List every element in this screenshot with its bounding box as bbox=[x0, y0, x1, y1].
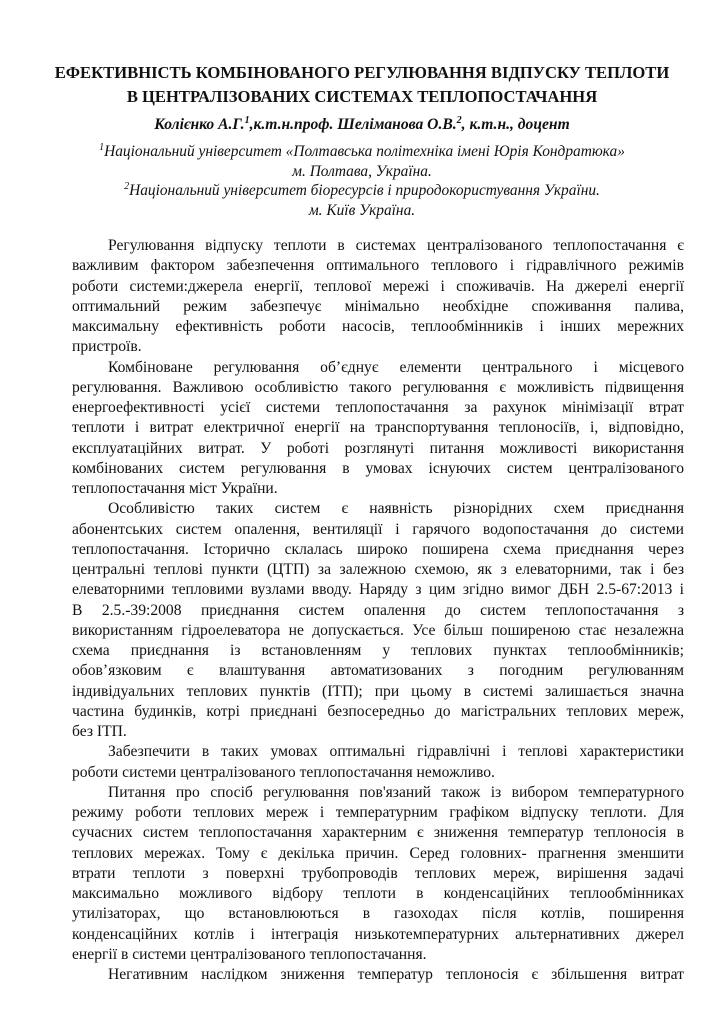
text-line: теплоти і витрат електричної енергії на транспортування теплоносіїв, і, відповідно, bbox=[72, 419, 684, 437]
text-line: індивідуальних теплових пунктів (ІТП); при цьому в системі залишається значна bbox=[72, 682, 684, 700]
text-line: пристроїв. bbox=[72, 338, 142, 356]
affiliation-1 bbox=[0, 142, 724, 162]
text-line: комбінованих систем регулювання в умовах існуючих систем централізованого bbox=[72, 459, 684, 477]
text-line: втрати теплоти з поверхні трубопроводів теплових мереж, вирішення задачі bbox=[72, 864, 684, 882]
affiliation-2-city bbox=[0, 201, 724, 221]
text-line: оптимальний режим забезпечує мінімально необхідне споживання палива, bbox=[72, 297, 684, 315]
text-line: частина будинків, котрі приєднані безпосередньо до магістральних теплових мереж, bbox=[72, 702, 684, 720]
text-line: Питання про спосіб регулювання пов'язаний також із вибором температурного bbox=[108, 783, 684, 801]
text-line: використанням гідроелеватора не допускається. Усе більш поширеною стає незалежна bbox=[72, 621, 684, 639]
affiliations bbox=[0, 142, 724, 220]
affiliation-text: Національний університет «Полтавська політехніка імені Юрія Кондратюка» bbox=[104, 143, 625, 160]
affiliation-1-city bbox=[0, 162, 724, 182]
paragraph bbox=[72, 965, 684, 985]
body-text bbox=[72, 236, 684, 985]
affiliation-mark: 2 bbox=[124, 181, 130, 193]
text-line: теплопостачання міст України. bbox=[72, 480, 278, 497]
text-line: роботи системи централізованого теплопостачання неможливо. bbox=[72, 763, 495, 781]
text-line: В 2.5.-39:2008 приєднання систем опалення до систем теплопостачання з bbox=[72, 601, 684, 619]
text-line: абонентських систем опалення, вентиляції і гарячого водопостачання до системи bbox=[72, 520, 684, 538]
text-line: енергії в системи централізованого теплопостачання. bbox=[72, 945, 427, 963]
affiliation-text: м. Київ Україна. bbox=[308, 201, 416, 219]
title-line-2: В ЦЕНТРАЛІЗОВАНИХ СИСТЕМАХ ТЕПЛОПОСТАЧАННЯ bbox=[126, 87, 598, 106]
text-line: режиму роботи теплових мереж і температурним графіком відпуску теплоти. Для bbox=[72, 804, 684, 821]
author-2: ,к.т.н.проф. Шеліманова О.В. bbox=[249, 116, 457, 133]
paragraph bbox=[72, 783, 684, 965]
text-line: максимально можливого відбору теплоти в конденсаційних теплообмінниках bbox=[72, 885, 684, 902]
text-line: обов’язковим є влаштування автоматизованих з погодним регулюванням bbox=[72, 662, 684, 680]
affiliation-text: м. Полтава, Україна. bbox=[292, 162, 432, 180]
paragraph bbox=[72, 742, 684, 783]
text-line: максимальну ефективність роботи насосів, теплообмінників і інших мережних bbox=[72, 318, 684, 335]
affiliation-text: Національний університет біоресурсів і природокористування України. bbox=[129, 182, 600, 200]
text-line: Особливістю таких систем є наявність різнорідних схем приєднання bbox=[108, 500, 684, 518]
text-line: утилізаторах, що встановлюються в газоходах після котлів, поширення bbox=[72, 905, 684, 923]
text-line: Комбіноване регулювання об’єднує елементи центрального і місцевого bbox=[108, 358, 684, 376]
paragraph bbox=[72, 236, 684, 358]
text-line: Негативним наслідком зниження температур теплоносія є збільшення витрат bbox=[108, 966, 684, 983]
text-line: схема приєднання із встановленням у теплових пунктах теплообмінників; bbox=[72, 642, 684, 659]
text-line: без ІТП. bbox=[72, 723, 127, 740]
authors-line bbox=[0, 114, 724, 136]
paper-title bbox=[0, 61, 724, 109]
text-line: енергоефективності усієї системи теплопостачання за рахунок мінімізації втрат bbox=[72, 399, 684, 416]
text-line: експлуатаційних витрат. У роботі розглянуті питання можливості використання bbox=[72, 439, 684, 457]
text-line: Забезпечити в таких умовах оптимальні гідравлічні і теплові характеристики bbox=[108, 743, 684, 761]
author-1-affiliation-mark: 1 bbox=[244, 115, 250, 126]
author-2-title: , к.т.н., доцент bbox=[461, 116, 570, 133]
author-1: Колієнко А.Г. bbox=[154, 116, 245, 133]
text-line: важливим фактором забезпечення оптимального теплового і гідравлічного режимів bbox=[72, 257, 684, 275]
paragraph bbox=[72, 358, 684, 500]
affiliation-mark: 1 bbox=[99, 142, 105, 153]
text-line: теплопостачання. Історично склалась широко поширена схема приєднання через bbox=[72, 540, 684, 558]
text-line: елеваторними тепловими вузлами вводу. Наряду з цим згідно вимог ДБН 2.5-67:2013 і bbox=[72, 581, 684, 599]
text-line: центральні теплові пункти (ЦТП) за залежною схемою, як з елеваторними, так і без bbox=[72, 561, 684, 578]
text-line: Регулювання відпуску теплоти в системах централізованого теплопостачання є bbox=[108, 237, 684, 254]
text-line: роботи системи:джерела енергії, теплової мережі і споживачів. На джерелі енергії bbox=[72, 277, 684, 295]
text-line: сучасних систем теплопостачання характерним є зниження температур теплоносія в bbox=[72, 824, 684, 842]
text-line: теплових мережах. Тому є декілька причин. Серед головних- прагнення зменшити bbox=[72, 844, 684, 862]
text-line: регулювання. Важливою особливістю такого регулювання є можливість підвищення bbox=[72, 378, 684, 396]
affiliation-2 bbox=[0, 181, 724, 201]
title-line-1: ЕФЕКТИВНІСТЬ КОМБІНОВАНОГО РЕГУЛЮВАННЯ ВІДПУСКУ ТЕПЛОТИ bbox=[54, 63, 670, 82]
paragraph bbox=[72, 499, 684, 742]
author-2-affiliation-mark: 2 bbox=[456, 115, 462, 126]
text-line: конденсаційних котлів і інтеграція низькотемпературних альтернативних джерел bbox=[72, 925, 684, 943]
